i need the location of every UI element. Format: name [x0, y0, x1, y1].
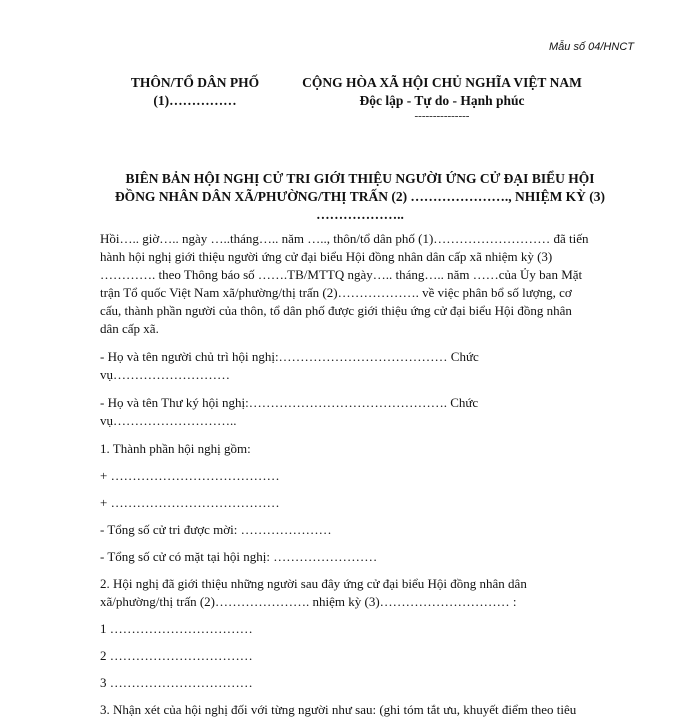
village-header-line1: THÔN/TỔ DÂN PHỐ [130, 75, 260, 90]
document-title-line2: ĐỒNG NHÂN DÂN XÃ/PHƯỜNG/THỊ TRẤN (2) …………………., NHIỆM KỲ (3) [114, 189, 606, 204]
national-header [292, 74, 592, 122]
section2-heading-cont: xã/phường/thị trấn (2)…………………. nhiệm kỳ (3)………………………… : [100, 594, 517, 609]
attendee-item: + ………………………………… [100, 495, 280, 510]
document-body [100, 230, 640, 719]
national-name: CỘNG HÒA XÃ HỘI CHỦ NGHĨA VIỆT NAM [302, 75, 582, 90]
village-header [110, 74, 280, 110]
intro-line: cấu, thành phần người của thôn, tổ dân phố được giới thiệu ứng cử đại biểu Hội đồng nhân [100, 303, 572, 318]
document-title-line1: BIÊN BẢN HỘI NGHỊ CỬ TRI GIỚI THIỆU NGƯỜI ỨNG CỬ ĐẠI BIỂU HỘI [125, 171, 595, 186]
nominee-item: 2 …………………………… [100, 648, 253, 663]
attendee-item: + ………………………………… [100, 468, 280, 483]
intro-line: trận Tổ quốc Việt Nam xã/phường/thị trấn (2)………………. về việc phân bổ số lượng, cơ [100, 285, 572, 300]
intro-line: hành hội nghị giới thiệu người ứng cử đại biểu Hội đồng nhân dân cấp xã nhiệm kỳ (3) [100, 249, 553, 264]
secretary-line: - Họ và tên Thư ký hội nghị:………………………………………. Chức [100, 395, 479, 410]
section2-heading: 2. Hội nghị đã giới thiệu những người sau đây ứng cử đại biểu Hội đồng nhân dân [100, 576, 527, 591]
chair-position-line: vụ……………………… [100, 367, 230, 382]
present-voters-line: - Tổng số cử có mặt tại hội nghị: …………………… [100, 549, 378, 564]
header-rule: --------------- [414, 110, 470, 122]
village-header-line2: (1)…………… [153, 93, 237, 108]
section1-heading: 1. Thành phần hội nghị gồm: [100, 441, 251, 456]
nominee-item: 3 …………………………… [100, 675, 253, 690]
document-title [80, 170, 640, 224]
intro-paragraph [100, 230, 640, 338]
nominee-item: 1 …………………………… [100, 621, 253, 636]
national-motto: Độc lập - Tự do - Hạnh phúc [359, 93, 525, 108]
intro-line: …………. theo Thông báo số …….TB/MTTQ ngày….. tháng….. năm ……của Ủy ban Mặt [100, 267, 583, 282]
section3-heading: 3. Nhận xét của hội nghị đối với từng người như sau: (ghi tóm tắt ưu, khuyết điểm theo tiêu [100, 702, 577, 717]
form-code: Mẫu số 04/HNCT [549, 41, 634, 53]
invited-voters-line: - Tổng số cử tri được mời: ………………… [100, 522, 332, 537]
document-title-line3: ……………….. [316, 207, 404, 222]
secretary-position-line: vụ……………………….. [100, 413, 237, 428]
intro-line: Hồi….. giờ….. ngày …..tháng….. năm ….., thôn/tổ dân phố (1)……………………… đã tiến [100, 231, 589, 246]
intro-line: dân cấp xã. [100, 321, 159, 336]
chair-line: - Họ và tên người chủ trì hội nghị:………………………………… Chức [100, 349, 479, 364]
